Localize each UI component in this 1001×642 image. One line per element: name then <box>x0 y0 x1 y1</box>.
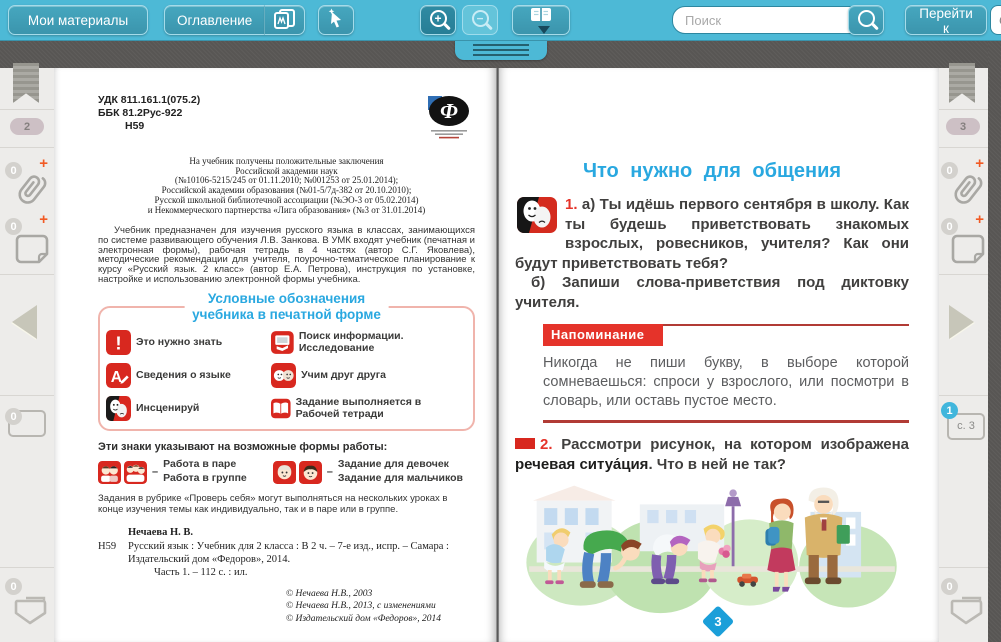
right-page-number-badge: 3 <box>946 118 980 135</box>
pointer-tool-button[interactable] <box>318 5 354 35</box>
add-attachment-icon: + <box>39 155 48 172</box>
legend-title: Условные обозначения учебника в печатной форме <box>184 291 389 322</box>
toolbar-drag-handle[interactable] <box>455 40 547 60</box>
dash: – <box>326 466 333 479</box>
notes-count-badge: 0 <box>941 218 958 235</box>
attachments-tool-left[interactable] <box>8 155 50 210</box>
notes-tool-left[interactable] <box>8 211 50 266</box>
exercise-term: речевая ситуа́ция <box>515 455 649 473</box>
legend-item: А Сведения о языке <box>106 363 271 388</box>
left-book-page <box>54 68 497 642</box>
theater-masks-icon <box>106 396 131 421</box>
gender-forms-group <box>273 458 463 485</box>
toolbar <box>0 0 1001 41</box>
right-book-page <box>497 68 939 642</box>
exercise-text: а) Ты идёшь первого сентября в школу. Как ты будешь приветствовать знакомых взрослых, ровесников, учителя? Как они будут приветствовать тебя? <box>515 196 909 272</box>
pages-icon <box>273 8 297 30</box>
speech-situation-illustration <box>519 480 905 630</box>
svg-text:Ф: Ф <box>440 99 458 123</box>
page-marker-tool-right[interactable] <box>946 404 989 449</box>
exercise-flag-icon <box>515 438 535 449</box>
form-label: Работа в группе <box>163 472 247 485</box>
form-label: Работа в паре <box>163 458 237 471</box>
notes-tool-right[interactable] <box>944 211 986 266</box>
legend-item: ! Это нужно знать <box>106 330 271 355</box>
goto-page-input[interactable] <box>990 5 1001 35</box>
reminder-box <box>543 324 909 423</box>
legend-item: Учим друг друга <box>271 363 465 388</box>
pocket-count-badge: 0 <box>941 578 958 595</box>
add-note-icon: + <box>39 211 48 228</box>
search-input[interactable] <box>672 6 866 34</box>
open-book-icon <box>271 396 291 421</box>
pocket-icon <box>12 590 50 626</box>
page-number-diamond: 3 <box>702 605 735 638</box>
work-forms-group <box>98 458 247 485</box>
imprint-block: Н59 Русский язык : Учебник для 2 класса : В 2 ч. – 7-е изд., испр. – Самара : Издательский дом «Федоров», 2014. Часть 1. – 112 с. : ил. <box>98 540 449 578</box>
exercise-text: б) Запиши слова-приветствия под диктовку учителя. <box>515 274 909 311</box>
author-name: Нечаева Н. В. <box>128 526 193 538</box>
monitor-icon <box>271 330 294 355</box>
boy-task-icon <box>299 461 322 484</box>
exercise-number: 2. <box>540 436 553 454</box>
check-yourself-note: Задания в рубрике «Проверь себя» могут выполняться на нескольких уроках в конце изучения темы как индивидуально, так и в паре или в группе. <box>98 492 448 516</box>
marker-count-badge: 0 <box>5 408 22 425</box>
zoom-out-icon: − <box>472 10 489 27</box>
pocket-tool-right[interactable] <box>944 580 986 626</box>
attachments-tool-right[interactable] <box>944 155 986 210</box>
udk-code: УДК 811.161.1(075.2) <box>98 94 201 106</box>
book-gutter <box>496 68 499 642</box>
exercise-text: . Что в ней не так? <box>648 455 786 473</box>
chapter-title: Что нужно для общения <box>582 160 842 182</box>
reminder-title: Напоминание <box>543 324 663 346</box>
add-note-icon: + <box>975 211 984 228</box>
prev-page-button[interactable] <box>12 305 37 339</box>
bbk-code: ББК 81.2Рус-922 <box>98 107 183 120</box>
search-icon <box>858 10 875 27</box>
next-page-button[interactable] <box>949 305 974 339</box>
attachments-count-badge: 0 <box>941 162 958 179</box>
sticky-note-icon <box>14 232 50 266</box>
book-code: Н59 <box>125 120 145 133</box>
legend-item: Инсценируй <box>106 396 271 421</box>
forms-intro: Эти знаки указывают на возможные формы работы: <box>98 441 388 454</box>
page-layout-button[interactable] <box>512 5 570 35</box>
my-materials-button[interactable]: Мои материалы <box>8 5 148 35</box>
left-page-number-badge: 2 <box>10 118 44 135</box>
attachments-count-badge: 0 <box>5 162 22 179</box>
girl-task-icon <box>273 461 296 484</box>
chevron-down-icon <box>538 26 550 34</box>
toc-button[interactable]: Оглавление <box>164 5 265 35</box>
add-attachment-icon: + <box>975 155 984 172</box>
legend-item: Поиск информации. Исследование <box>271 330 465 355</box>
pointer-cursor-icon <box>326 8 346 30</box>
toc-pages-button[interactable] <box>265 5 305 35</box>
page-marker-box: с. 3 <box>947 413 985 440</box>
form-label: Задание для девочек <box>337 458 449 471</box>
theater-masks-icon <box>517 197 557 233</box>
exclamation-icon <box>106 330 131 355</box>
exercise-number: 1. <box>565 196 578 213</box>
notes-count-badge: 0 <box>5 218 22 235</box>
reminder-text: Никогда не пиши букву, в выборе которой сомневаешься: спроси у взрослого, или посмотри в словарь, или оставь пустое место. <box>543 355 909 410</box>
pocket-icon <box>948 590 986 626</box>
letter-a-icon <box>106 363 131 388</box>
two-faces-icon <box>271 363 296 388</box>
zoom-in-button[interactable] <box>420 5 456 35</box>
prev-page-arrow-icon <box>12 305 37 339</box>
paperclip-icon <box>952 172 986 210</box>
goto-button[interactable]: Перейти к <box>905 5 987 35</box>
right-sidebar <box>939 68 988 642</box>
svg-text:А: А <box>110 369 123 387</box>
book-spread-icon <box>530 7 552 22</box>
bookmark-ribbon-icon[interactable] <box>13 63 39 103</box>
group-work-icon <box>124 461 147 484</box>
pocket-tool-left[interactable] <box>8 580 50 626</box>
publisher-logo <box>421 94 475 147</box>
right-edge-strip <box>988 40 1001 642</box>
svg-text:!: ! <box>115 332 122 354</box>
paperclip-icon <box>16 172 50 210</box>
annotation-paragraph: Учебник предназначен для изучения русского языка в классах, занимающихся по системе развивающего обучения Л.В. Занкова. В УМК входят учебник (печатная и электронная формы), рабочая тетрадь в 4 частях (автор С.Г. Яковлева), методические рекомендации для учителя, поурочно-тематическое планирование к курсу «Русский язык. 2 класс» (автор Е.А. Петрова), инструкция по установке, настройке и использованию электронной формы учебника. <box>98 225 475 285</box>
left-sidebar <box>0 68 54 642</box>
toc-button-group <box>164 5 305 35</box>
legend-box <box>98 291 475 431</box>
dash: – <box>152 466 159 479</box>
form-label: Задание для мальчиков <box>337 472 463 485</box>
approvals-block: На учебник получены положительные заключения Российской академии наук (№10106-5215/245 от 01.11.2010; №001253 от 25.01.2014); Российской академии образования (№01-5/7д-382 от 20.10.2010); Русской школьной библиотечной ассоциации (№ЭО-3 от 05.02.2014) и Некоммерческого партнерства «Лига образования» (№3 от 31.01.2014) <box>147 156 426 215</box>
next-page-arrow-icon <box>949 305 974 339</box>
search-button[interactable] <box>848 5 884 35</box>
pair-work-icon <box>98 461 121 484</box>
bibliographic-codes <box>98 94 200 133</box>
copyright-block: © Нечаева Н.В., 2003 © Нечаева Н.В., 2013, с изменениями © Издательский дом «Федоров», 2014 <box>285 588 441 624</box>
exercise-text: Рассмотри рисунок, на котором изображена <box>561 436 909 454</box>
legend-item: Задание выполняется в Рабочей тетради <box>271 396 465 421</box>
zoom-out-button[interactable] <box>462 5 498 35</box>
page-marker-tool-left[interactable] <box>8 410 50 446</box>
zoom-in-icon: + <box>430 10 447 27</box>
pocket-count-badge: 0 <box>5 578 22 595</box>
bookmark-ribbon-icon[interactable] <box>949 63 975 103</box>
marker-count-badge: 1 <box>941 402 958 419</box>
sticky-note-icon <box>950 232 986 266</box>
